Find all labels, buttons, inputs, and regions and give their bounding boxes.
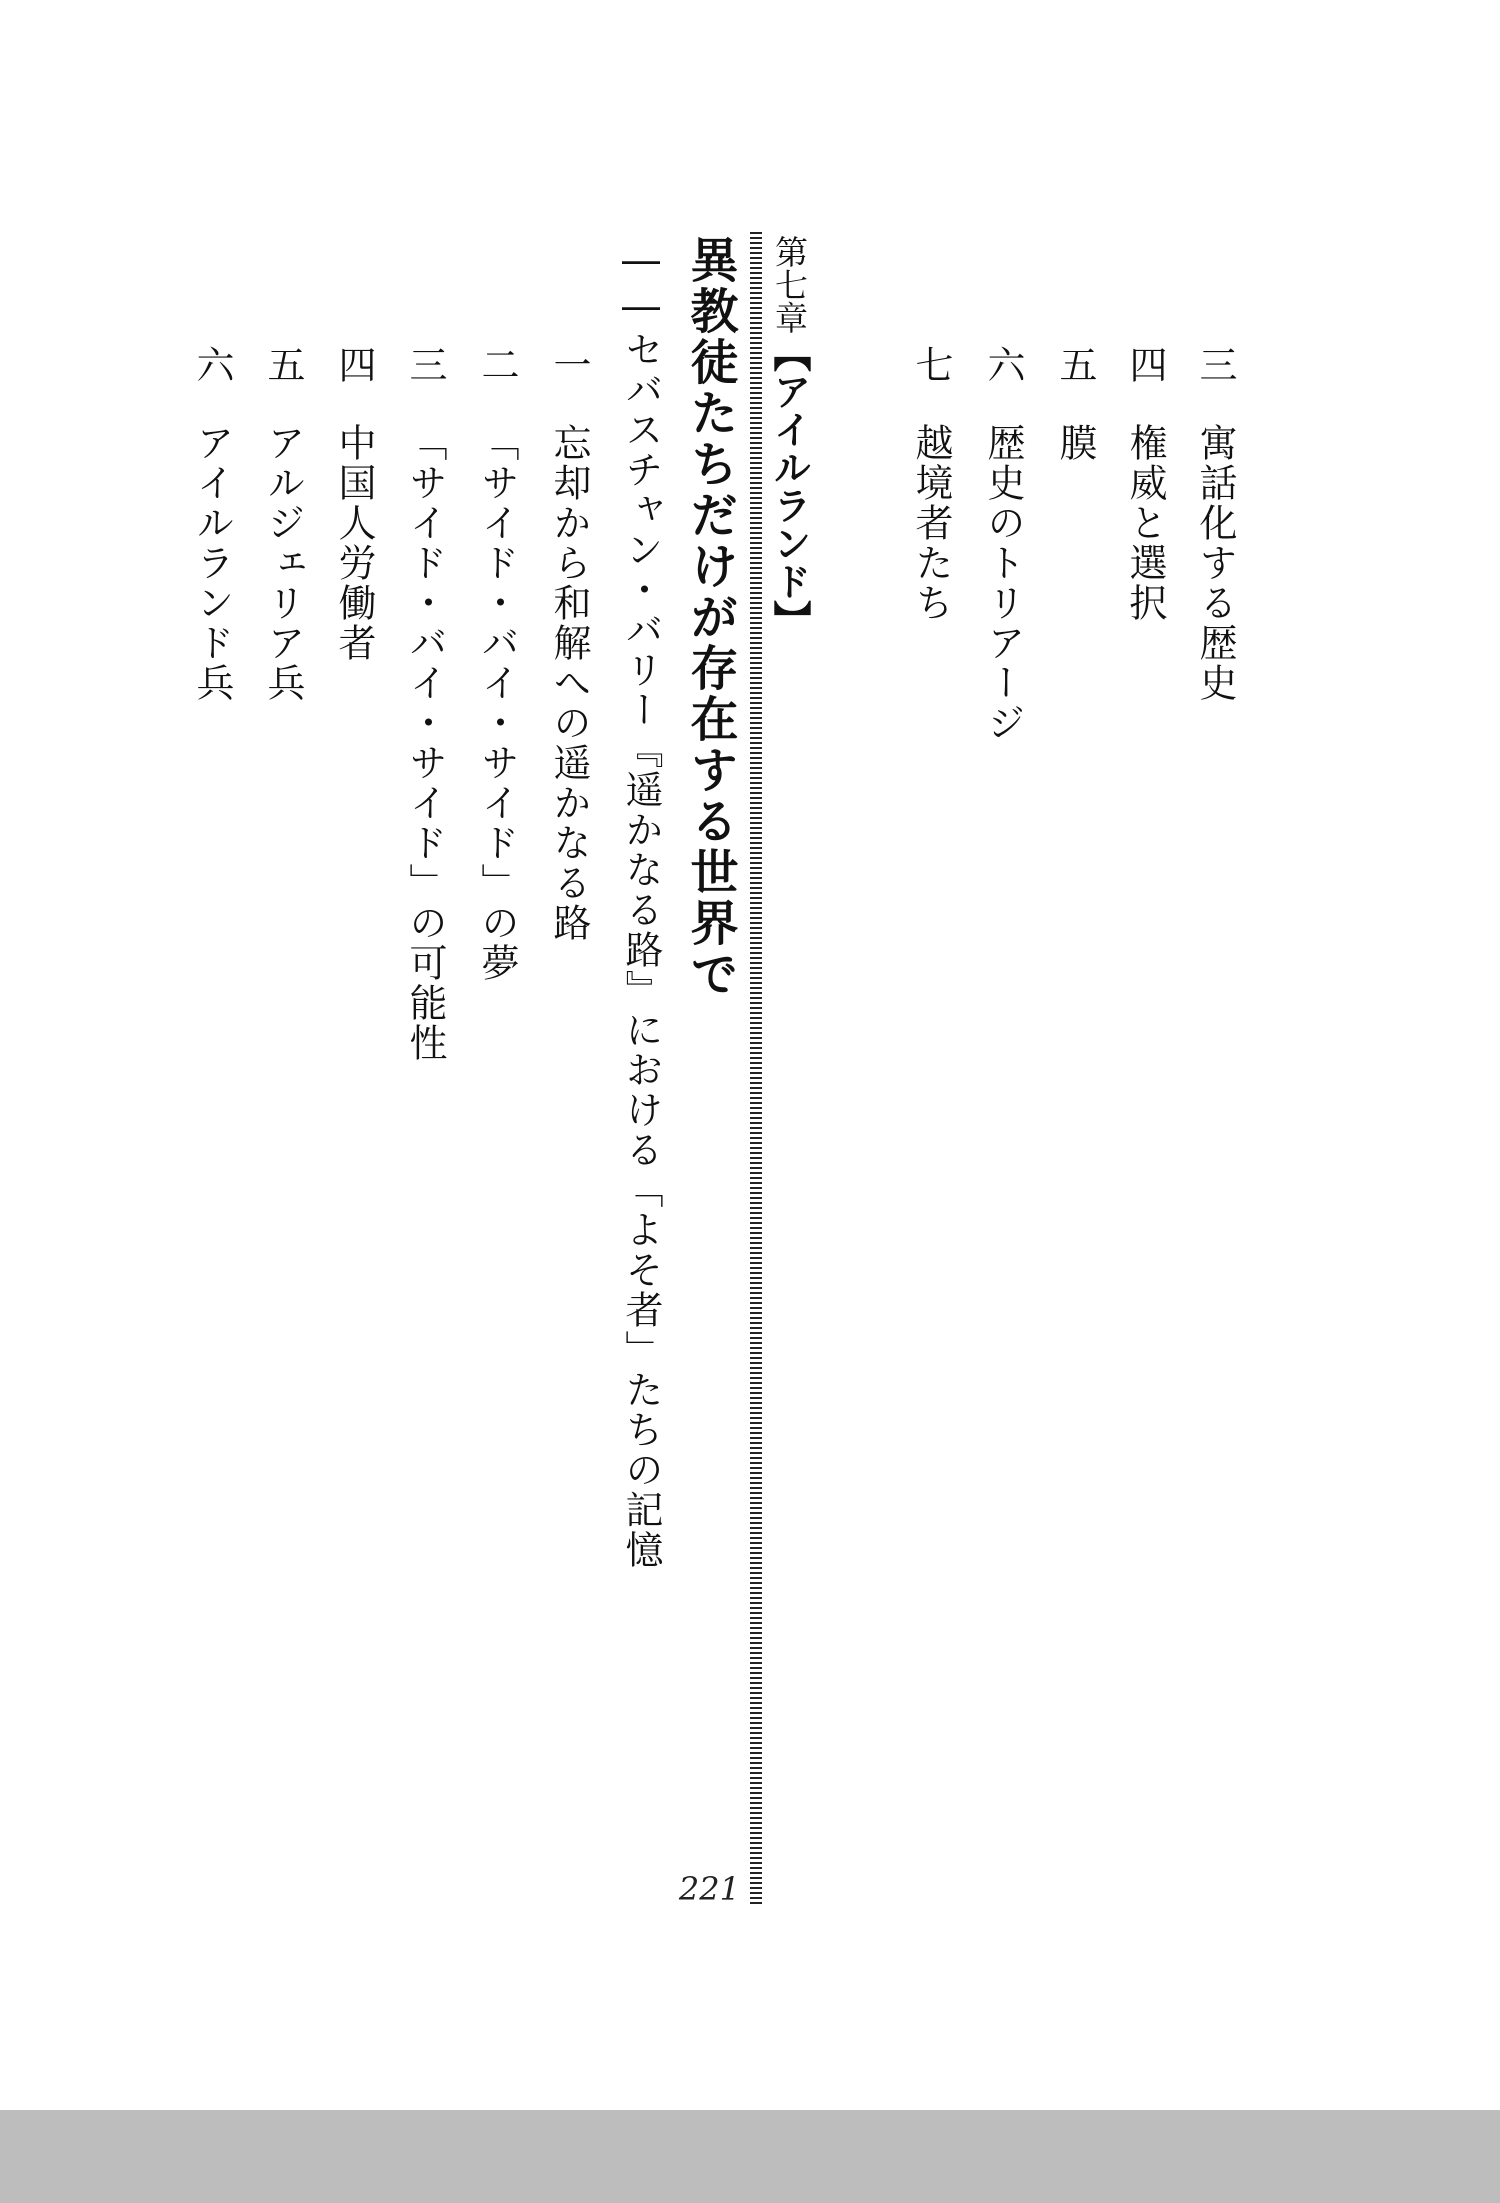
chapter-title: 異教徒たちだけが存在する世界で (682, 235, 738, 1000)
toc-item-number: 四 (1123, 345, 1167, 385)
toc-item-title: 越境者たち (909, 423, 953, 623)
toc-item (261, 345, 305, 703)
dotted-rule (750, 232, 762, 1907)
chapter-heading (767, 235, 811, 638)
toc-item-number: 三 (1193, 345, 1237, 385)
toc-item (981, 345, 1025, 743)
toc-item-title: アルジェリア兵 (261, 423, 305, 703)
chapter-subtitle: ――セバスチャン・バリー『遥かなる路』における「よそ者」たちの記憶 (619, 238, 663, 1570)
toc-item-title: 寓話化する歴史 (1193, 423, 1237, 703)
chapter-tag: 【アイルランド】 (767, 334, 811, 638)
toc-item-number: 六 (190, 345, 234, 385)
toc-item-number: 四 (332, 345, 376, 385)
toc-item-number: 三 (403, 345, 447, 385)
toc-item-number: 二 (475, 345, 519, 385)
toc-item (403, 345, 447, 1063)
chapter-label: 第七章 (770, 235, 809, 334)
toc-item-number: 一 (547, 345, 591, 385)
toc-item (332, 345, 376, 663)
toc-item (190, 345, 234, 703)
toc-item-number: 五 (261, 345, 305, 385)
bottom-gray-band (0, 2110, 1500, 2203)
toc-item (475, 345, 519, 983)
toc-item-title: 中国人労働者 (332, 423, 376, 663)
toc-item-title: 「サイド・バイ・サイド」の可能性 (403, 423, 447, 1063)
page-number: 221 (678, 1870, 740, 1908)
toc-item (909, 345, 953, 623)
toc-item (1193, 345, 1237, 703)
toc-item-title: 膜 (1053, 423, 1097, 463)
toc-item-title: アイルランド兵 (190, 423, 234, 703)
toc-item-title: 権威と選択 (1123, 423, 1167, 623)
toc-item (547, 345, 591, 943)
toc-item-number: 五 (1053, 345, 1097, 385)
toc-item-number: 六 (981, 345, 1025, 385)
toc-item (1123, 345, 1167, 623)
toc-item-title: 忘却から和解への遥かなる路 (547, 423, 591, 943)
toc-item (1053, 345, 1097, 463)
toc-item-title: 歴史のトリアージ (981, 423, 1025, 743)
toc-item-number: 七 (909, 345, 953, 385)
toc-item-title: 「サイド・バイ・サイド」の夢 (475, 423, 519, 983)
